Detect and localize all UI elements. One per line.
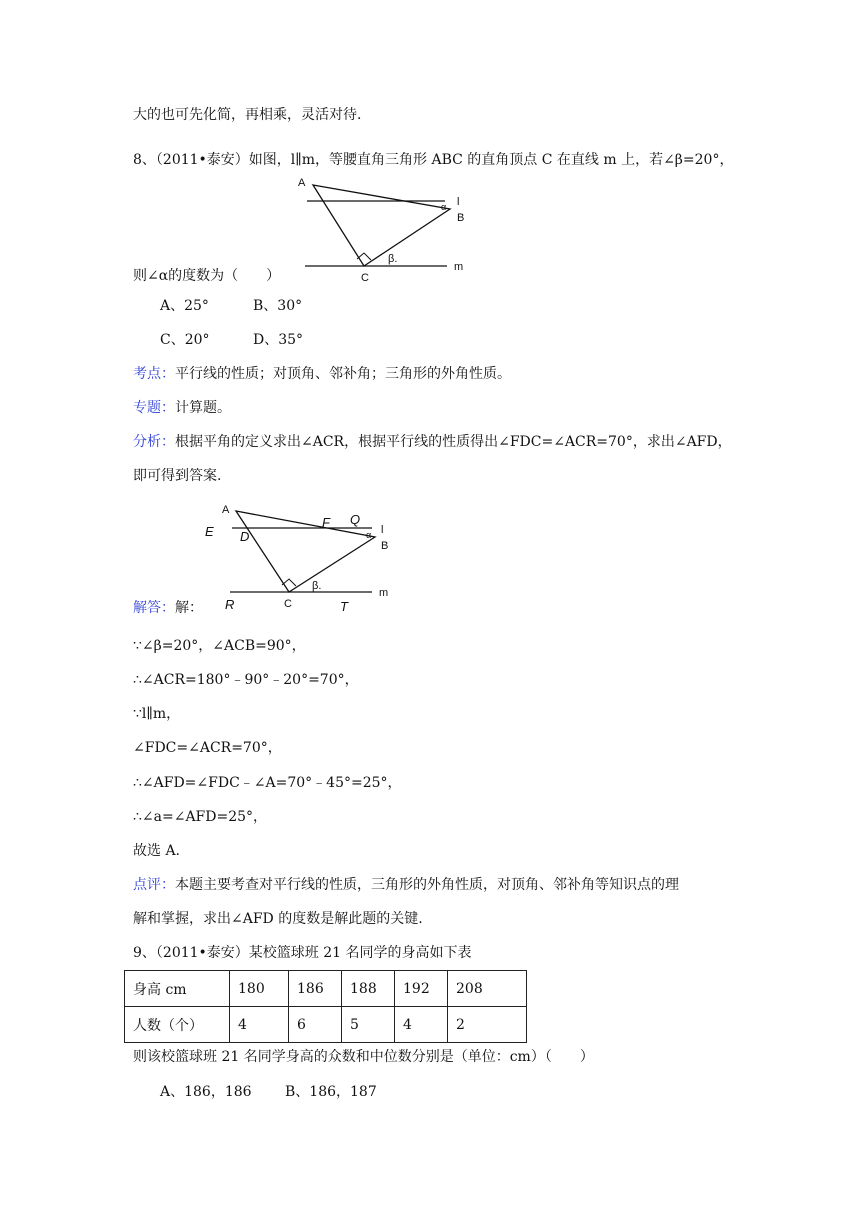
zhuanti-text: 计算题。 [175,400,231,416]
label-f: F [322,515,330,530]
fenxi-line [133,432,732,452]
label-m: m [454,261,464,273]
dianping-line-2: 解和掌握，求出∠AFD 的度数是解此题的关键. [133,911,423,927]
dianping-text: 本题主要考查对平行线的性质，三角形的外角性质，对顶角、邻补角等知识点的理 [175,877,679,893]
label-t: T [340,599,348,614]
table-cell: 5 [342,1007,395,1043]
label-c: C [361,272,369,284]
zhuanti-line [133,398,231,418]
table-cell: 188 [342,971,395,1007]
label-r: R [225,597,235,612]
label-q: Q [350,512,361,527]
jieda-line [133,598,203,618]
table-row [125,971,527,1007]
table-cell: 192 [395,971,448,1007]
label-a: A [298,177,306,189]
figure-1-triangle [295,172,475,284]
label-m: m [379,587,389,599]
question-9-ask: 则该校篮球班 21 名同学身高的众数和中位数分别是（单位：cm）（ ） [133,1049,594,1065]
label-beta: β. [312,580,322,592]
question-8-ask: 则∠α的度数为（ ） [133,268,281,284]
solution-step-3: ∵l∥m， [133,706,181,722]
jieda-tag: 解答： [133,600,175,616]
solution-step-1: ∵∠β=20°，∠ACB=90°， [133,638,306,654]
fenxi-line-2: 即可得到答案. [133,468,222,484]
table-cell: 6 [289,1007,342,1043]
height-table [124,970,527,1043]
table-cell: 4 [395,1007,448,1043]
solution-step-4: ∠FDC=∠ACR=70°， [133,740,282,756]
dianping-tag: 点评： [133,877,175,893]
question-9-stem: 9、（2011•泰安）某校篮球班 21 名同学的身高如下表 [133,945,472,961]
table-cell: 4 [230,1007,289,1043]
fenxi-tag: 分析： [133,434,175,450]
table-cell: 2 [448,1007,527,1043]
question-8-stem: 8、（2011•泰安）如图，l∥m，等腰直角三角形 ABC 的直角顶点 C 在直线 m 上，若∠β=20°， [133,152,734,168]
q9-option-b: B、186，187 [285,1084,377,1100]
table-row [125,1007,527,1043]
table-cell: 186 [289,971,342,1007]
label-a: A [222,504,230,516]
label-d: D [240,529,250,544]
jieda-text: 解： [175,600,203,616]
kaodian-line [133,364,511,384]
label-c: C [284,598,292,610]
option-c: C、20° [160,332,210,348]
label-l: l [381,524,384,536]
zhuanti-tag: 专题： [133,400,175,416]
kaodian-text: 平行线的性质；对顶角、邻补角；三角形的外角性质。 [175,366,511,382]
option-b: B、30° [253,298,303,314]
table-cell: 208 [448,971,527,1007]
text-line: 大的也可先化简，再相乘，灵活对待. [133,107,362,123]
solution-answer: 故选 A. [133,843,181,859]
label-beta: β. [388,253,398,265]
option-d: D、35° [253,332,304,348]
fenxi-text: 根据平角的定义求出∠ACR，根据平行线的性质得出∠FDC=∠ACR=70°，求出∠AFD， [175,434,732,450]
option-a: A、25° [160,298,209,314]
label-e: E [205,524,214,539]
solution-step-6: ∴∠a=∠AFD=25°， [133,809,268,825]
table-cell: 身高 cm [125,971,230,1007]
label-alpha: α [441,202,447,212]
solution-step-2: ∴∠ACR=180°﹣90°﹣20°=70°， [133,672,359,688]
dianping-line [133,875,679,895]
kaodian-tag: 考点： [133,366,175,382]
label-b: B [381,540,389,552]
figure-2-triangle [200,500,400,618]
label-b: B [457,212,465,224]
q9-option-a: A、186，186 [160,1084,252,1100]
label-alpha: α [366,530,372,540]
label-l: l [457,196,460,208]
solution-step-5: ∴∠AFD=∠FDC﹣∠A=70°﹣45°=25°， [133,775,402,791]
table-cell: 180 [230,971,289,1007]
table-cell: 人数（个） [125,1007,230,1043]
